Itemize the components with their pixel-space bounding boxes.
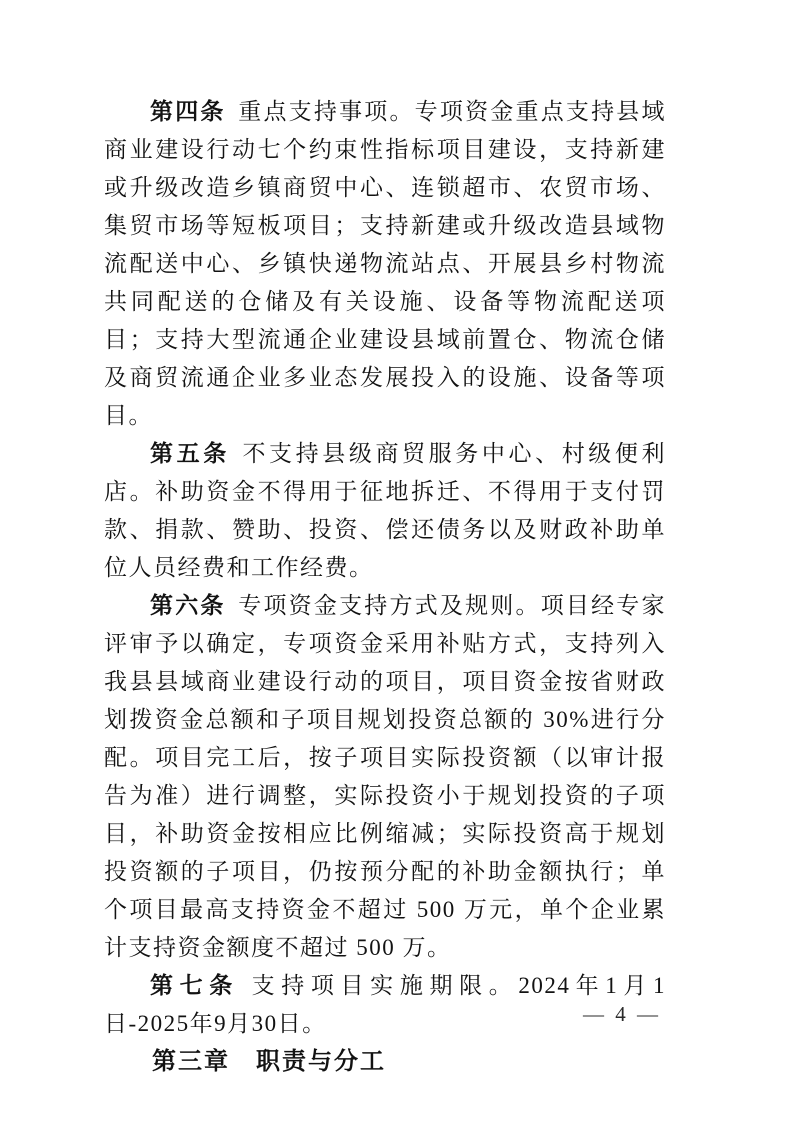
document-body xyxy=(104,93,666,1081)
article-5-text: 不支持县级商贸服务中心、村级便利店。补助资金不得用于征地拆迁、不得用于支付罚款、捐款、赞助、投资、偿还债务以及财政补助单位人员经费和工作经费。 xyxy=(104,441,667,580)
paragraph-article-6 xyxy=(104,587,666,967)
article-4-label: 第四条 xyxy=(150,99,226,124)
page-number: — 4 — xyxy=(583,1002,661,1026)
article-5-label: 第五条 xyxy=(150,441,230,466)
chapter-3-heading: 第三章 职责与分工 xyxy=(152,1048,386,1075)
article-6-text: 专项资金支持方式及规则。项目经专家评审予以确定，专项资金采用补贴方式，支持列入我县县域商业建设行动的项目，项目资金按省财政划拨资金总额和子项目规划投资总额的 30%进行分配。项目完工后，按子项目实际投资额（以审计报告为准）进行调整，实际投资小于规划投资的子项目，补助资金按相应比例缩减；实际投资高于规划投资额的子项目，仍按预分配的补助金额执行；单个项目最高支持资金不超过 500 万元，单个企业累计支持资金额度不超过 500 万。 xyxy=(104,593,666,960)
article-4-text: 重点支持事项。专项资金重点支持县域商业建设行动七个约束性指标项目建设，支持新建或升级改造乡镇商贸中心、连锁超市、农贸市场、集贸市场等短板项目；支持新建或升级改造县域物流配送中心、乡镇快递物流站点、开展县乡村物流共同配送的仓储及有关设施、设备等物流配送项目；支持大型流通企业建设县域前置仓、物流仓储及商贸流通企业多业态发展投入的设施、设备等项目。 xyxy=(104,99,666,428)
article-6-label: 第六条 xyxy=(150,593,226,618)
paragraph-article-7 xyxy=(104,967,666,1043)
paragraph-article-5 xyxy=(104,435,666,587)
article-7-text: 支持项目实施期限。2024年1月1日-2025年9月30日。 xyxy=(104,973,667,1036)
article-7-label: 第七条 xyxy=(150,973,239,998)
paragraph-article-4 xyxy=(104,93,666,435)
